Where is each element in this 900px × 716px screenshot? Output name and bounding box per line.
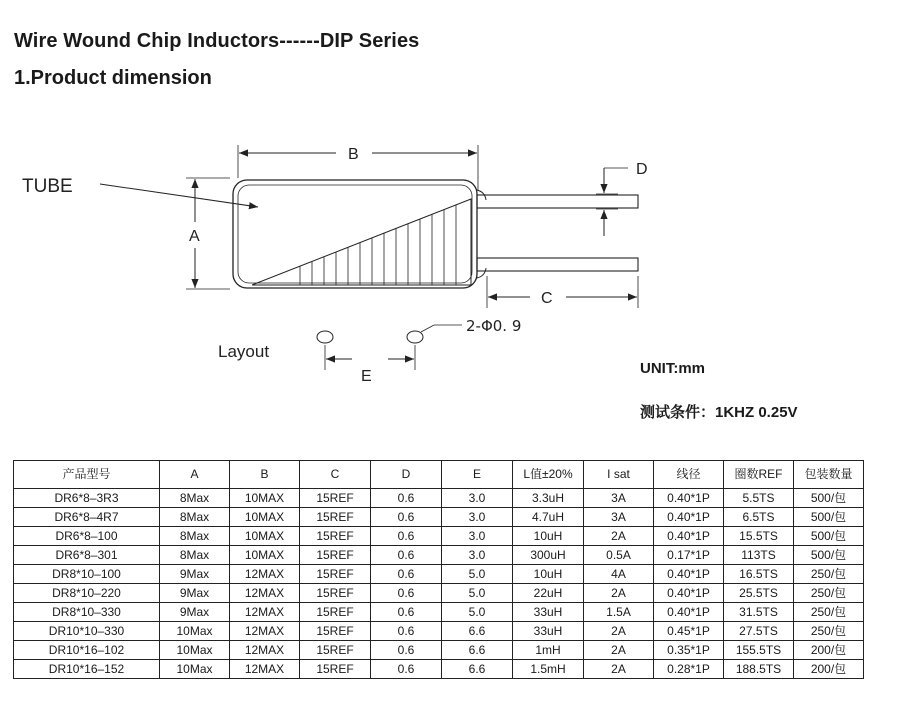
header-cell: 线径: [654, 461, 724, 489]
table-row: [14, 508, 864, 527]
table-cell: 0.5A: [584, 546, 654, 565]
table-cell: 8Max: [160, 527, 230, 546]
table-cell: 4.7uH: [513, 508, 584, 527]
table-cell: 0.40*1P: [654, 489, 724, 508]
table-cell: 0.28*1P: [654, 660, 724, 679]
hole-left: [317, 331, 333, 343]
table-cell: 0.40*1P: [654, 527, 724, 546]
table-cell: 0.45*1P: [654, 622, 724, 641]
table-cell: 31.5TS: [724, 603, 794, 622]
tube-inner: [238, 185, 472, 283]
table-cell: 15REF: [300, 527, 371, 546]
table-row: [14, 641, 864, 660]
table-cell: DR8*10–220: [14, 584, 160, 603]
table-cell: 0.6: [371, 527, 442, 546]
table-cell: 10uH: [513, 527, 584, 546]
table-cell: 15REF: [300, 565, 371, 584]
table-cell: 2A: [584, 622, 654, 641]
table-cell: 12MAX: [230, 584, 300, 603]
table-cell: 8Max: [160, 489, 230, 508]
table-cell: 10Max: [160, 641, 230, 660]
table-cell: DR8*10–100: [14, 565, 160, 584]
header-cell: B: [230, 461, 300, 489]
table-cell: 2A: [584, 660, 654, 679]
hole-diameter-label: 2-Φ0. 9: [466, 317, 522, 335]
table-cell: 0.6: [371, 508, 442, 527]
table-cell: 3.0: [442, 489, 513, 508]
table-cell: 250/包: [794, 622, 864, 641]
table-cell: 6.5TS: [724, 508, 794, 527]
table-cell: 12MAX: [230, 660, 300, 679]
tube-body: [233, 180, 477, 288]
table-cell: 250/包: [794, 565, 864, 584]
table-cell: 9Max: [160, 565, 230, 584]
table-cell: 2A: [584, 584, 654, 603]
table-cell: 15REF: [300, 622, 371, 641]
header-cell: C: [300, 461, 371, 489]
table-cell: 1.5mH: [513, 660, 584, 679]
hole-right: [407, 331, 423, 343]
table-cell: 1.5A: [584, 603, 654, 622]
table-cell: DR10*10–330: [14, 622, 160, 641]
header-cell: E: [442, 461, 513, 489]
test-condition: 测试条件：1KHZ 0.25V: [640, 404, 798, 421]
table-row: [14, 660, 864, 679]
table-cell: DR6*8–100: [14, 527, 160, 546]
table-cell: 12MAX: [230, 641, 300, 660]
table-cell: 2A: [584, 527, 654, 546]
table-row: [14, 584, 864, 603]
table-cell: 250/包: [794, 584, 864, 603]
table-cell: 0.6: [371, 641, 442, 660]
table-cell: 25.5TS: [724, 584, 794, 603]
table-cell: 188.5TS: [724, 660, 794, 679]
table-cell: 500/包: [794, 527, 864, 546]
spec-table: [13, 460, 864, 679]
table-cell: 9Max: [160, 584, 230, 603]
table-cell: 15REF: [300, 641, 371, 660]
table-cell: 9Max: [160, 603, 230, 622]
table-row: [14, 622, 864, 641]
table-cell: 0.40*1P: [654, 565, 724, 584]
table-cell: 15REF: [300, 603, 371, 622]
table-cell: 10Max: [160, 622, 230, 641]
table-cell: 8Max: [160, 546, 230, 565]
table-cell: 10uH: [513, 565, 584, 584]
table-cell: 3.0: [442, 546, 513, 565]
table-cell: 0.35*1P: [654, 641, 724, 660]
table-cell: 15REF: [300, 489, 371, 508]
table-cell: 2A: [584, 641, 654, 660]
table-cell: 15REF: [300, 508, 371, 527]
table-cell: 15REF: [300, 660, 371, 679]
table-cell: 6.6: [442, 622, 513, 641]
table-cell: 0.6: [371, 565, 442, 584]
dim-label-e: E: [361, 368, 372, 385]
table-cell: 0.6: [371, 584, 442, 603]
table-cell: 0.40*1P: [654, 603, 724, 622]
lead-wires: [477, 195, 638, 271]
table-cell: 3A: [584, 489, 654, 508]
table-cell: 33uH: [513, 603, 584, 622]
table-cell: 113TS: [724, 546, 794, 565]
table-cell: DR6*8–4R7: [14, 508, 160, 527]
table-cell: DR8*10–330: [14, 603, 160, 622]
table-cell: 0.6: [371, 603, 442, 622]
dim-label-a: A: [189, 228, 200, 245]
table-cell: 6.6: [442, 660, 513, 679]
dim-label-c: C: [541, 290, 553, 307]
table-cell: 8Max: [160, 508, 230, 527]
table-cell: 15REF: [300, 546, 371, 565]
header-cell: I sat: [584, 461, 654, 489]
table-cell: 15REF: [300, 584, 371, 603]
table-cell: 3.0: [442, 527, 513, 546]
document-title: Wire Wound Chip Inductors------DIP Series: [14, 30, 420, 52]
unit-note: UNIT:mm: [640, 360, 706, 377]
header-cell: 产品型号: [14, 461, 160, 489]
header-cell: L值±20%: [513, 461, 584, 489]
table-cell: DR6*8–301: [14, 546, 160, 565]
table-cell: 27.5TS: [724, 622, 794, 641]
table-cell: 155.5TS: [724, 641, 794, 660]
table-cell: 3.0: [442, 508, 513, 527]
table-cell: 0.40*1P: [654, 508, 724, 527]
table-row: [14, 546, 864, 565]
table-cell: 300uH: [513, 546, 584, 565]
layout-label: Layout: [218, 342, 270, 361]
table-cell: DR6*8–3R3: [14, 489, 160, 508]
table-cell: 500/包: [794, 508, 864, 527]
table-cell: 200/包: [794, 660, 864, 679]
table-cell: 22uH: [513, 584, 584, 603]
table-cell: 4A: [584, 565, 654, 584]
table-row: [14, 603, 864, 622]
table-cell: 0.6: [371, 622, 442, 641]
table-row: [14, 565, 864, 584]
table-cell: 250/包: [794, 603, 864, 622]
table-cell: 12MAX: [230, 603, 300, 622]
table-cell: 1mH: [513, 641, 584, 660]
table-cell: 0.17*1P: [654, 546, 724, 565]
table-cell: 0.6: [371, 489, 442, 508]
table-cell: 3A: [584, 508, 654, 527]
tube-label: TUBE: [22, 176, 73, 197]
table-cell: 0.6: [371, 546, 442, 565]
dim-label-d: D: [636, 161, 648, 178]
table-cell: 12MAX: [230, 622, 300, 641]
table-row: [14, 527, 864, 546]
table-cell: 5.5TS: [724, 489, 794, 508]
winding-triangle: [252, 199, 471, 285]
table-cell: 10MAX: [230, 489, 300, 508]
table-cell: 0.40*1P: [654, 584, 724, 603]
table-body: [14, 489, 864, 679]
table-row: [14, 489, 864, 508]
dim-label-b: B: [348, 146, 359, 163]
table-cell: 200/包: [794, 641, 864, 660]
table-cell: 15.5TS: [724, 527, 794, 546]
table-header-row: [14, 461, 864, 489]
header-cell: 包装数量: [794, 461, 864, 489]
header-cell: A: [160, 461, 230, 489]
table-cell: 10MAX: [230, 527, 300, 546]
header-cell: D: [371, 461, 442, 489]
table-cell: 500/包: [794, 546, 864, 565]
table-cell: 6.6: [442, 641, 513, 660]
table-cell: 33uH: [513, 622, 584, 641]
table-cell: 0.6: [371, 660, 442, 679]
table-cell: 3.3uH: [513, 489, 584, 508]
table-cell: 5.0: [442, 584, 513, 603]
table-cell: 12MAX: [230, 565, 300, 584]
table-cell: 10Max: [160, 660, 230, 679]
table-cell: 10MAX: [230, 546, 300, 565]
section-heading: 1.Product dimension: [14, 67, 212, 89]
table-cell: DR10*16–152: [14, 660, 160, 679]
header-cell: 圈数REF: [724, 461, 794, 489]
table-cell: DR10*16–102: [14, 641, 160, 660]
table-cell: 500/包: [794, 489, 864, 508]
table-cell: 5.0: [442, 603, 513, 622]
table-cell: 5.0: [442, 565, 513, 584]
table-cell: 10MAX: [230, 508, 300, 527]
table-cell: 16.5TS: [724, 565, 794, 584]
